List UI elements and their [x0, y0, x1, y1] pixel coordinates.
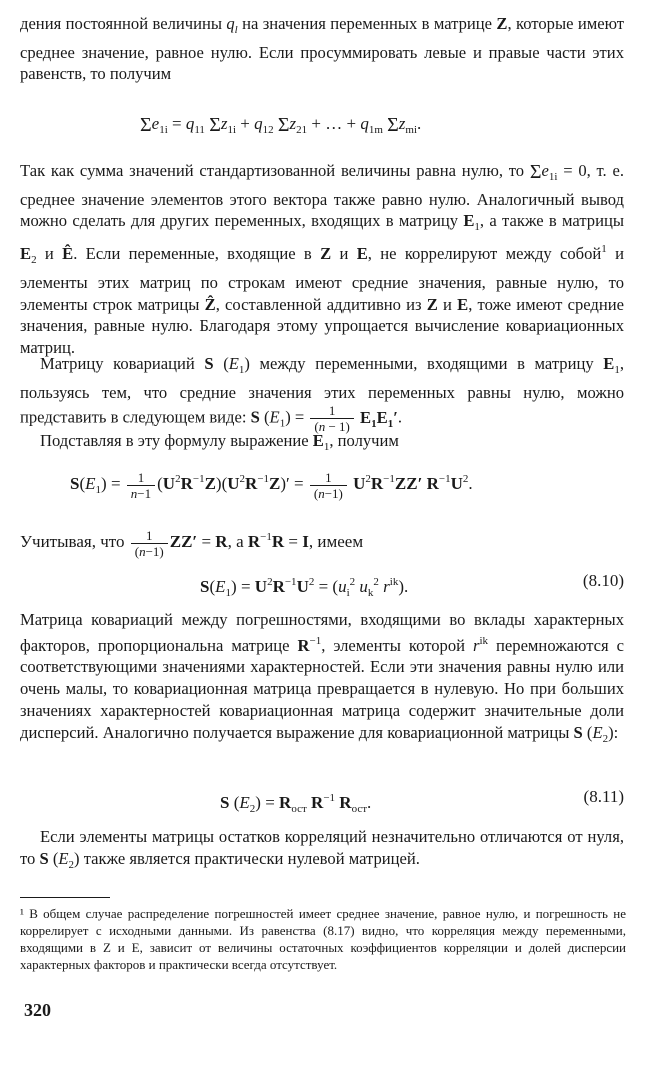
- paragraph-2: Так как сумма значений стандартизованной величины равна нулю, то $\Sigma e_{1i} = 0$, т. е. среднее значение элементов этого вектора также равно нулю. Аналогичный вывод можно сделать для других переменных, входящих в матрицу $E_1$, а также в матрицы $E_2$ и Ê. Если переменные, входящие в Z и E, не коррелируют между собой$^1$ и элементы этих матриц по строкам имеют средние значения, равные нулю, то элементы строк матрицы Ẑ, составленной аддитивно из Z и E, тоже имеют средние значения, равные нулю. Благодаря этому упрощается вычисление ковариационных матриц.: [20, 161, 625, 357]
- equation-8-10: $S(E_1) = U^2R^{-1}U^2 = (u_i^2$ $u_k^2$ $r^{ik}$).: [200, 576, 409, 599]
- footnote-divider: [20, 897, 110, 898]
- footnote: ¹ В общем случае распределение погрешностей имеет среднее значение, равное нулю, и погрешность не коррелирует с исходными данными. Из равенства (8.17) видно, что корреляция между переменными, входящими в Z и E, зависит от величины остаточных коэффициентов корреляции и долей дисперсии характерных факторов и практически всегда отсутствует.: [20, 906, 626, 972]
- equation-substitution: $S(E_1)$ = $\frac{1}{n-1}$ $(U^2R^{-1}Z)(U^2R^{-1}Z)'$ = $\frac{1}{(n-1)}$ $U^2R^{-1}ZZ'$ $R^{-1}U^2$.: [70, 469, 473, 501]
- paragraph-4: Подставляя в эту формулу выражение $E_1$, получим: [40, 431, 399, 453]
- paragraph-5: Учитывая, что $\frac{1}{(n-1)}$ ZZ′ = R, а $R^{-1}R = I$, имеем: [20, 527, 364, 559]
- page-number: 320: [24, 1000, 51, 1020]
- paragraph-7: Если элементы матрицы остатков корреляций незначительно отличаются от нуля, то S $(E_2)$ также является практически нулевой матрицей.: [20, 827, 624, 871]
- equation-number-8-11: (8.11): [583, 787, 624, 806]
- equation-number-8-10: (8.10): [582, 571, 624, 590]
- paragraph-6: Матрица ковариаций между погрешностями, входящими во вклады характерных факторов, пропорциональна матрице $R^{-1}$, элементы которой $r^{ik}$ перемножаются с соответствующими значениями характерностей. Если эти значения равны нулю или очень малы, то ковариационная матрица превращается в нулевую. Но при больших значениях характерностей ковариационная матрица содержит значительные доли дисперсий. Аналогично получается выражение для ковариационной матрицы S $(E_2)$:: [20, 610, 625, 745]
- equation-sum: $\Sigma e_{1i} = q_{11}$ $\Sigma z_{1i} + q_{12}$ $\Sigma z_{21}$ + … + $q_{1m}$ $\Sigma z_{mi}$.: [140, 114, 422, 136]
- paragraph-1: дения постоянной величины $q_l$ на значения переменных в матрице Z, которые имеют среднее значение, равное нулю. Если просуммировать левые и правые части этих равенств, то получим: [20, 14, 624, 84]
- paragraph-3: Матрицу ковариаций S $(E_1)$ между переменными, входящими в матрицу $E_1$, пользуясь тем, что средние значения этих переменных равны нулю, можно представить в следующем виде: S $(E_1)$ = $\frac{1}{(n - 1)}$ $E_1E_1'$.: [20, 354, 624, 435]
- equation-8-11: S $(E_2) = R_{ост}$ $R^{-1}$ $R_{ост}$.: [220, 792, 372, 815]
